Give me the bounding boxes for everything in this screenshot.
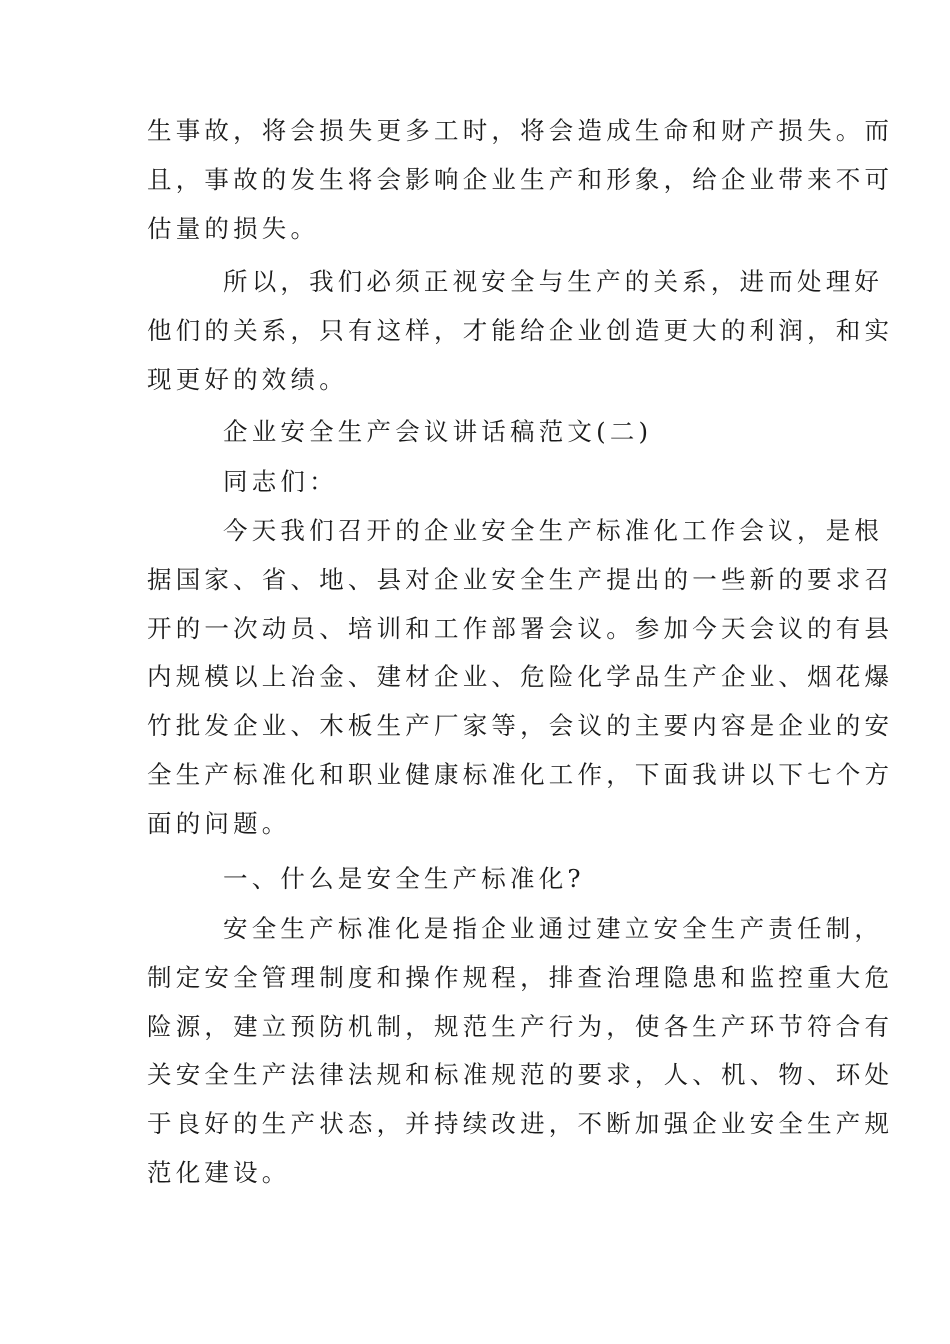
text-line: 今天我们召开的企业安全生产标准化工作会议，是根 [223,516,884,545]
salutation-text: 同志们： [223,467,338,496]
section-heading [147,408,807,457]
subsection-heading [147,855,807,904]
text-line: 关安全生产法律法规和标准规范的要求，人、机、物、环处 [147,1060,894,1090]
text-line: 竹批发企业、木板生产厂家等，会议的主要内容是企业的安 [147,711,894,741]
text-line: 安全生产标准化是指企业通过建立安全生产责任制， [223,914,884,943]
text-line: 他们的关系，只有这样，才能给企业创造更大的利润，和实 [147,315,894,345]
text-line: 据国家、省、地、县对企业安全生产提出的一些新的要求召 [147,564,894,594]
section-title: 企业安全生产会议讲话稿范文(二) [223,417,653,446]
text-line: 面的问题。 [147,808,291,838]
text-line: 估量的损失。 [147,213,320,243]
text-line: 且，事故的发生将会影响企业生产和形象，给企业带来不可 [147,164,894,194]
text-line: 范化建设。 [147,1157,291,1187]
text-line: 所以，我们必须正视安全与生产的关系，进而处理好 [223,267,884,296]
text-line: 现更好的效绩。 [147,364,348,394]
text-line: 生事故，将会损失更多工时，将会造成生命和财产损失。而 [147,116,894,145]
salutation [147,458,807,507]
subsection-title: 一、什么是安全生产标准化? [223,864,585,893]
paragraph-meeting-intro [147,507,894,849]
paragraph-standardization-definition [147,905,894,1198]
text-line: 于良好的生产状态，并持续改进，不断加强企业安全生产规 [147,1109,894,1139]
text-line: 制定安全管理制度和操作规程，排查治理隐患和监控重大危 [147,962,894,992]
paragraph-accident-loss [147,107,894,253]
text-line: 内规模以上冶金、建材企业、危险化学品生产企业、烟花爆 [147,662,894,692]
paragraph-safety-production-relation [147,258,894,404]
text-line: 险源，建立预防机制，规范生产行为，使各生产环节符合有 [147,1011,894,1041]
text-line: 全生产标准化和职业健康标准化工作，下面我讲以下七个方 [147,759,894,789]
text-line: 开的一次动员、培训和工作部署会议。参加今天会议的有县 [147,613,894,643]
